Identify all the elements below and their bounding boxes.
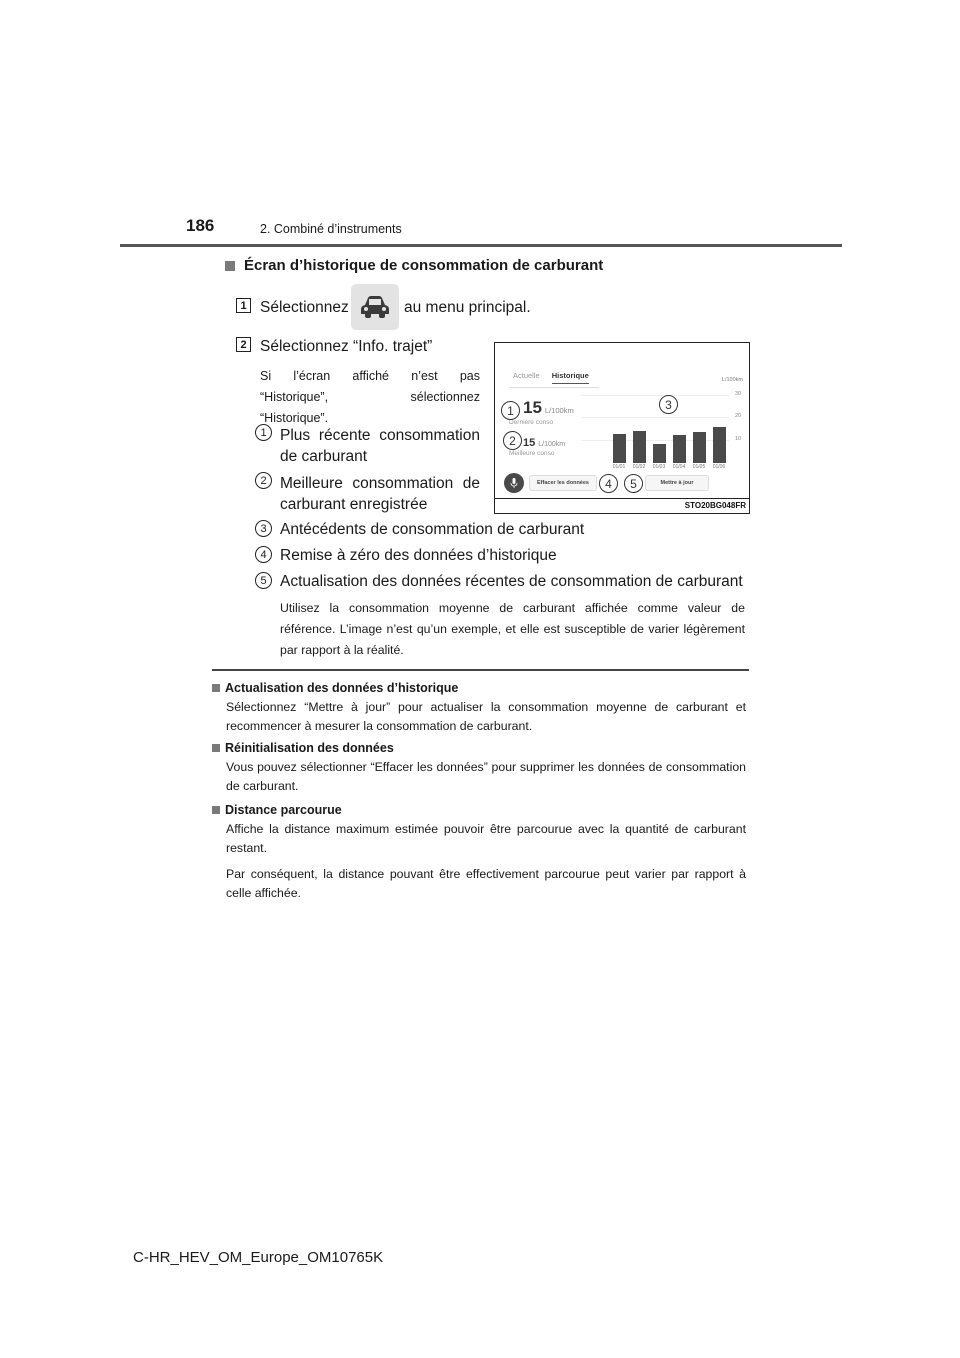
grid-label-10: 10 [735, 436, 742, 442]
grid-label-20: 20 [735, 413, 742, 419]
date-label: 01/04 [672, 464, 686, 470]
subsection-bullet-icon [212, 806, 220, 814]
marker-4: 4 [599, 474, 618, 493]
subsection-bullet-icon [212, 744, 220, 752]
history-bar [633, 431, 646, 463]
legend-2-line-1: Meilleure consommation de [280, 475, 480, 492]
grid-label-30: 30 [735, 391, 742, 397]
marker-1: 1 [501, 401, 520, 420]
step-2-note-line-2: “Historique”, sélectionnez [260, 390, 480, 404]
date-label: 01/05 [692, 464, 706, 470]
step-2-note-line-1: Si l’écran affiché n’est pas [260, 369, 480, 383]
clear-data-button[interactable]: Effacer les données [529, 475, 597, 491]
history-bar [613, 434, 626, 463]
best-value: 15 [523, 437, 536, 449]
subsection-title: Distance parcourue [225, 803, 342, 817]
subsection-reset [212, 741, 746, 796]
section-title [225, 257, 603, 274]
best-consumption [523, 437, 565, 449]
legend-5-text: Actualisation des données récentes de consommation de carburant [280, 573, 743, 590]
latest-unit: L/100km [544, 406, 574, 415]
step-1-badge: 1 [236, 298, 251, 313]
subsection-title: Actualisation des données d’historique [225, 681, 459, 695]
step-2-text: Sélectionnez “Info. trajet” [260, 338, 433, 355]
legend-1-text [280, 425, 480, 467]
mic-icon[interactable] [504, 473, 524, 493]
legend-4-text: Remise à zéro des données d’historique [280, 547, 557, 564]
legend-2-line-2: carburant enregistrée [280, 496, 428, 513]
legend-3-text: Antécédents de consommation de carburant [280, 521, 585, 538]
subsection-heading [212, 681, 746, 695]
note-paragraph: Utilisez la consommation moyenne de carburant affichée comme valeur de référence. L’image n’est qu’un exemple, et elle est susceptible de varier légèrement par rapport à la réalité. [280, 601, 745, 657]
date-label: 01/06 [712, 464, 726, 470]
section-bullet-icon [225, 261, 235, 271]
legend-2-badge: 2 [255, 472, 272, 489]
legend-3-badge: 3 [255, 520, 272, 537]
car-icon [351, 284, 399, 330]
legend-5-badge: 5 [255, 572, 272, 589]
image-code-rule [495, 498, 750, 499]
marker-3: 3 [659, 395, 678, 414]
chart-unit: L/100km [721, 377, 743, 383]
subsection-paragraph: Affiche la distance maximum estimée pouvoir être parcourue avec la quantité de carburant restant. [226, 822, 746, 855]
subsection-heading [212, 803, 746, 817]
legend-1-line-2: de carburant [280, 448, 368, 465]
chapter-title: 2. Combiné d’instruments [260, 222, 402, 236]
grid-line-30 [581, 395, 729, 396]
latest-consumption [523, 398, 574, 418]
history-bar [673, 435, 686, 463]
marker-2: 2 [503, 431, 522, 450]
screen-tabs [513, 371, 589, 384]
tab-actuelle: Actuelle [513, 371, 540, 380]
step-2-note [260, 366, 480, 429]
legend-2-text [280, 473, 480, 515]
legend-4-badge: 4 [255, 546, 272, 563]
tab-divider [509, 387, 599, 388]
step-1-text-before: Sélectionnez [260, 299, 349, 316]
update-button[interactable]: Mettre à jour [645, 475, 709, 491]
grid-line-20 [581, 417, 729, 418]
footer-code: C-HR_HEV_OM_Europe_OM10765K [133, 1249, 384, 1266]
page-number: 186 [186, 216, 215, 235]
history-screen-image [494, 342, 750, 514]
subsection-paragraph: Par conséquent, la distance pouvant être effectivement parcourue peut varier par rapport à celle affichée. [226, 867, 746, 900]
section-divider [212, 669, 749, 671]
date-label: 01/02 [632, 464, 646, 470]
latest-label: Dernière conso [509, 419, 554, 426]
best-label: Meilleure conso [509, 450, 555, 457]
step-2-badge: 2 [236, 337, 251, 352]
marker-5: 5 [624, 474, 643, 493]
subsection-update [212, 681, 746, 736]
date-label: 01/03 [652, 464, 666, 470]
tab-historique: Historique [552, 371, 589, 384]
header-rule [120, 244, 842, 247]
legend-1-badge: 1 [255, 424, 272, 441]
image-code: STO20BG048FR [684, 501, 746, 510]
subsection-bullet-icon [212, 684, 220, 692]
subsection-title: Réinitialisation des données [225, 741, 394, 755]
history-bar [653, 444, 666, 463]
latest-value: 15 [523, 398, 542, 417]
best-unit: L/100km [538, 441, 566, 448]
grid-line-10 [581, 440, 729, 441]
legend-1-line-1: Plus récente consommation [280, 427, 480, 444]
date-label: 01/01 [612, 464, 626, 470]
subsection-distance [212, 803, 746, 903]
subsection-heading [212, 741, 746, 755]
subsection-paragraph: Sélectionnez “Mettre à jour” pour actualiser la consommation moyenne de carburant et recommencer à mesurer la consommation de carburant. [226, 700, 746, 733]
history-bar [713, 427, 726, 463]
subsection-paragraph: Vous pouvez sélectionner “Effacer les données” pour supprimer les données de consommation de carburant. [226, 760, 746, 793]
step-2-note-line-3: “Historique”. [260, 411, 329, 425]
section-title-text: Écran d’historique de consommation de carburant [244, 257, 604, 274]
step-1-text-after: au menu principal. [404, 299, 531, 316]
history-bar [693, 432, 706, 463]
